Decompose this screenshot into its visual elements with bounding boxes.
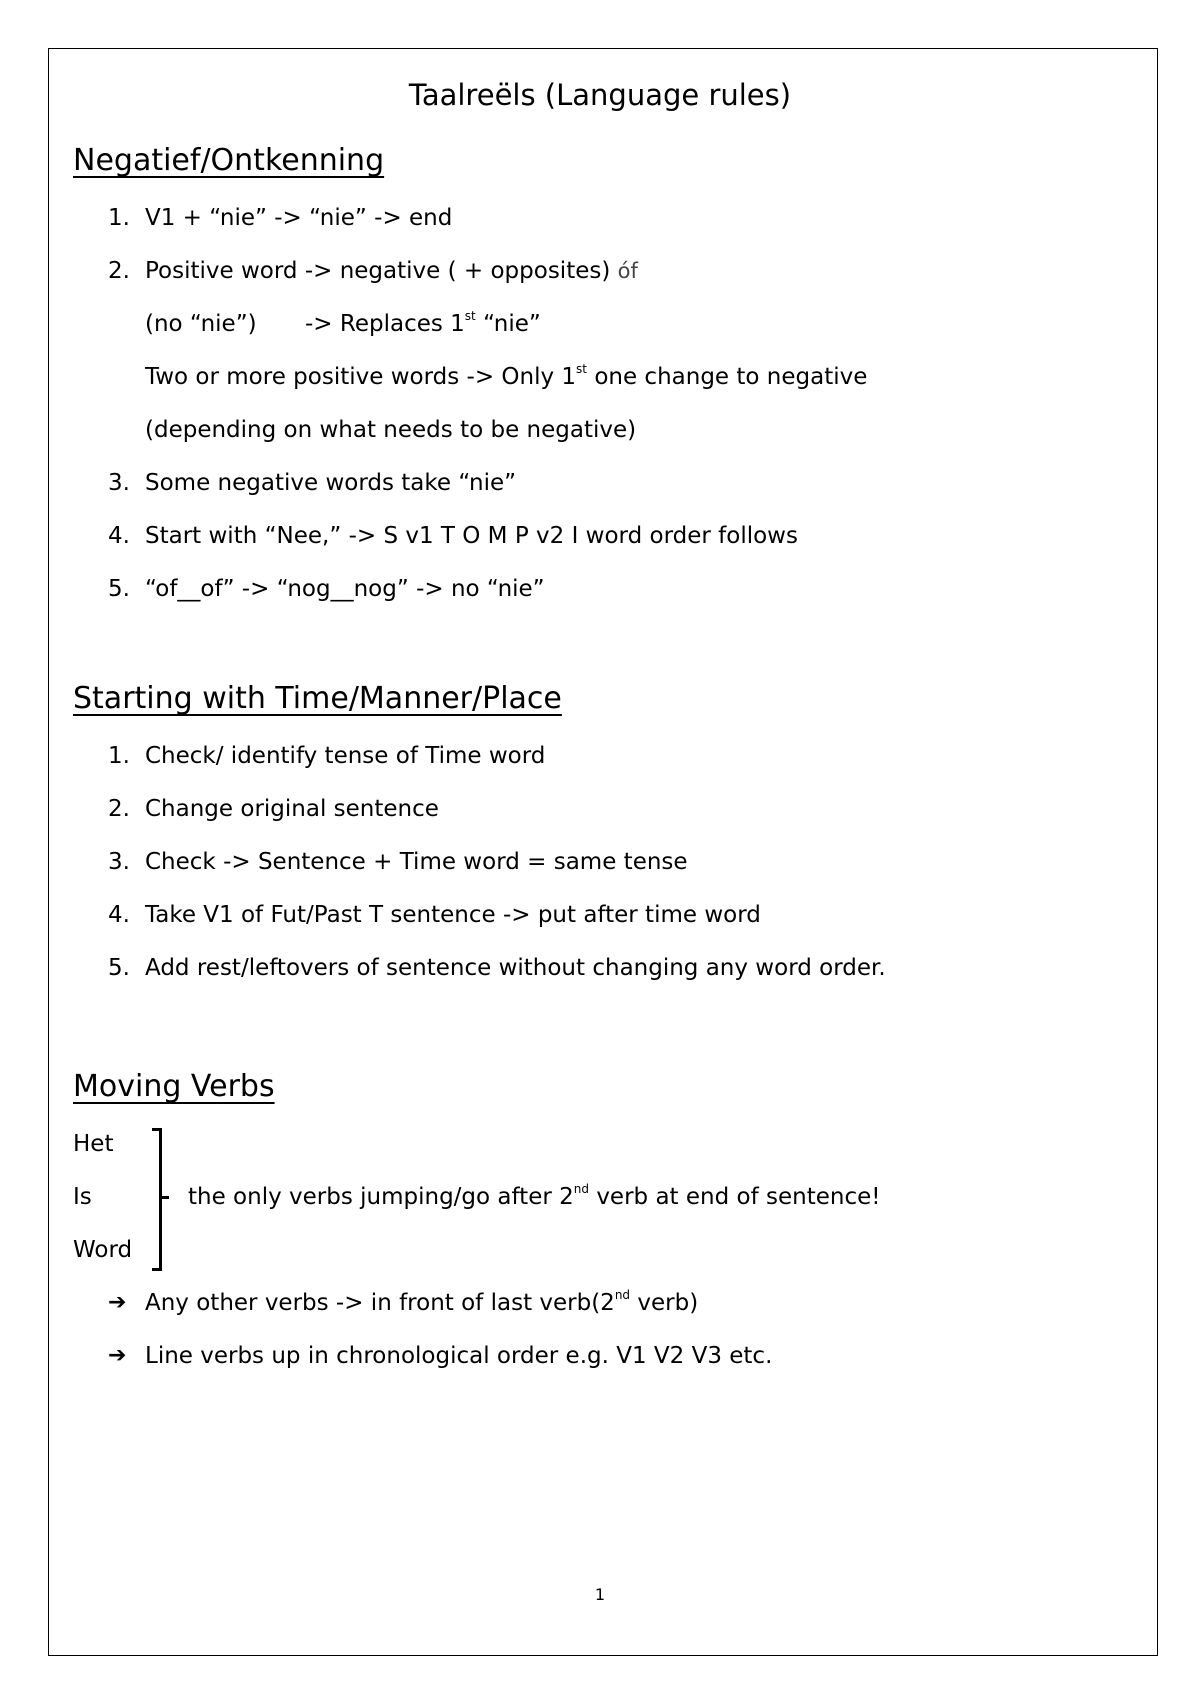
verb-word: Word <box>73 1237 133 1263</box>
item-number: 5. <box>108 576 130 602</box>
item-text: Take V1 of Fut/Past T sentence -> put after time word <box>145 902 761 928</box>
right-arrow-icon: ➔ <box>108 1343 127 1368</box>
item-text: “of__of” -> “nog__nog” -> no “nie” <box>145 576 545 602</box>
item-text: Start with “Nee,” -> S v1 T O M P v2 I word order follows <box>145 523 798 549</box>
heading-moving-verbs: Moving Verbs <box>73 1069 275 1104</box>
item-number: 2. <box>108 258 130 284</box>
item-text: Check/ identify tense of Time word <box>145 743 546 769</box>
item-number: 3. <box>108 470 130 496</box>
item-text: Some negative words take “nie” <box>145 470 517 496</box>
bullet-text: Any other verbs -> in front of last verb(2nd verb) <box>145 1288 699 1316</box>
item-number: 1. <box>108 205 130 231</box>
page-number: 1 <box>594 1585 606 1604</box>
item-text: Change original sentence <box>145 796 439 822</box>
page-title: Taalreëls (Language rules) <box>408 78 792 112</box>
item-text: Check -> Sentence + Time word = same tense <box>145 849 688 875</box>
item-number: 1. <box>108 743 130 769</box>
verb-is: Is <box>73 1184 92 1210</box>
bullet-text: Line verbs up in chronological order e.g. V1 V2 V3 etc. <box>145 1343 773 1369</box>
item-text-a: (no “nie”) <box>145 311 257 337</box>
bracket-tick <box>162 1196 169 1199</box>
heading-starting: Starting with Time/Manner/Place <box>73 681 562 716</box>
item-text: Two or more positive words -> Only 1st one change to negative <box>145 362 868 390</box>
item-text-b: -> Replaces 1st “nie” <box>305 309 541 337</box>
item-text: Add rest/leftovers of sentence without changing any word order. <box>145 955 886 981</box>
item-number: 4. <box>108 523 130 549</box>
bracket-shape <box>152 1128 162 1271</box>
item-number: 5. <box>108 955 130 981</box>
item-number: 2. <box>108 796 130 822</box>
item-text: (depending on what needs to be negative) <box>145 417 637 443</box>
item-number: 4. <box>108 902 130 928</box>
right-arrow-icon: ➔ <box>108 1290 127 1315</box>
verb-het: Het <box>73 1131 114 1157</box>
item-text: Positive word -> negative ( + opposites) óf <box>145 258 638 284</box>
heading-negatief: Negatief/Ontkenning <box>73 143 385 178</box>
bracket-note: the only verbs jumping/go after 2nd verb at end of sentence! <box>188 1182 881 1210</box>
item-text: V1 + “nie” -> “nie” -> end <box>145 205 453 231</box>
item-number: 3. <box>108 849 130 875</box>
